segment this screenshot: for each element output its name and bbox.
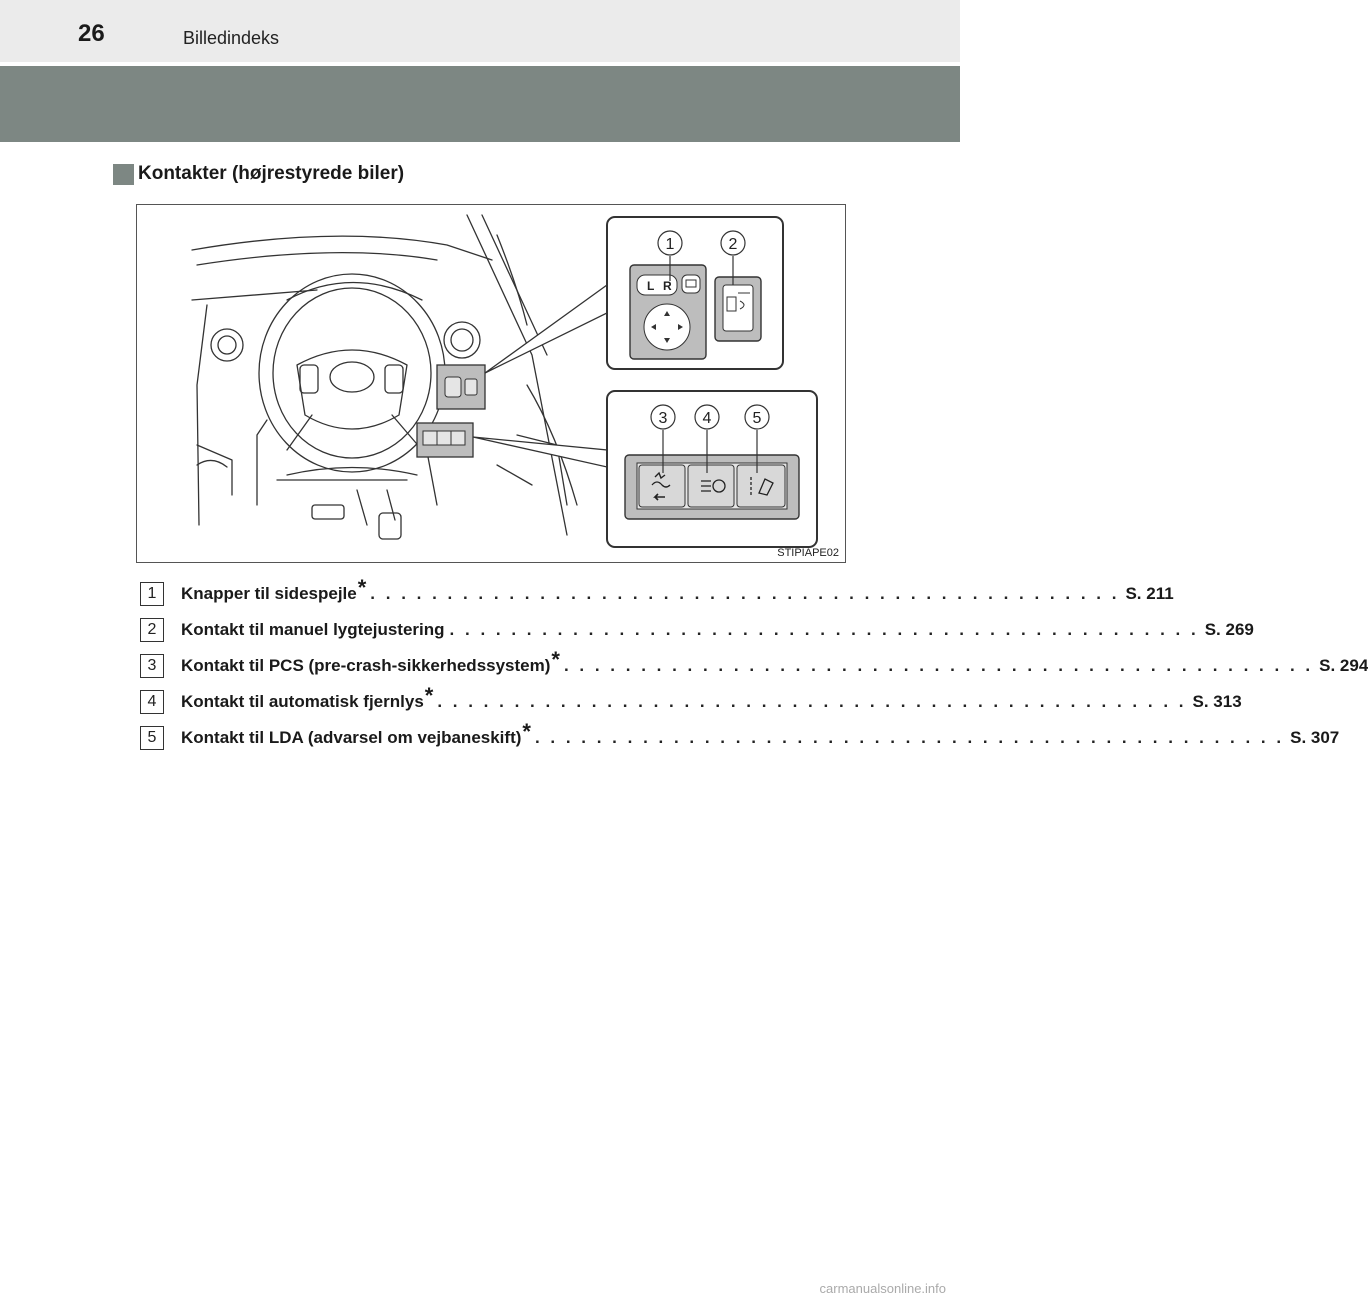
item-label: Kontakt til LDA (advarsel om vejbaneskift) — [181, 728, 522, 747]
page-reference-link[interactable]: S. 269 — [1204, 620, 1254, 639]
callout-number-3: 3 — [658, 410, 668, 427]
item-label: Knapper til sidespejle — [181, 584, 357, 603]
asterisk-mark: * — [551, 647, 560, 672]
section-heading — [113, 160, 404, 188]
mirror-switch-letter-l: L — [647, 279, 655, 293]
item-number-badge: 3 — [140, 654, 164, 678]
item-label: Kontakt til PCS (pre-crash-sikkerhedssystem) — [181, 656, 551, 675]
asterisk-mark: * — [357, 575, 367, 600]
page-reference-link[interactable]: S. 307 — [1290, 728, 1340, 747]
item-label: Kontakt til manuel lygtejustering — [181, 620, 445, 639]
section-square-icon — [113, 164, 134, 185]
callout-number-5: 5 — [752, 410, 762, 427]
callout-number-2: 2 — [728, 236, 738, 253]
page-number: 26 — [78, 20, 105, 47]
watermark: carmanualsonline.info — [819, 1281, 946, 1296]
asterisk-mark: * — [522, 719, 531, 744]
dot-leader: . . . . . . . . . . . . . . . . . . . . . . . . . . . . . . . . . . . . . . . . . . . . . . . . . — [449, 620, 1199, 639]
list-item — [140, 719, 1340, 752]
item-number-badge: 5 — [140, 726, 164, 750]
item-number-badge: 1 — [140, 582, 164, 606]
item-number-badge: 4 — [140, 690, 164, 714]
list-item — [140, 683, 1242, 716]
callout-number-1: 1 — [665, 236, 675, 253]
figure-code: STIPIAPE02 — [777, 547, 839, 559]
page-reference-link[interactable]: S. 294 — [1319, 656, 1368, 675]
dot-leader: . . . . . . . . . . . . . . . . . . . . . . . . . . . . . . . . . . . . . . . . . . . . . . . . . — [563, 656, 1314, 675]
section-title: Kontakter (højrestyrede biler) — [138, 163, 405, 184]
asterisk-mark: * — [424, 683, 434, 708]
callout-number-4: 4 — [702, 410, 712, 427]
dashboard-illustration — [136, 204, 846, 563]
dot-leader: . . . . . . . . . . . . . . . . . . . . . . . . . . . . . . . . . . . . . . . . . . . . . . . . . — [437, 692, 1187, 711]
header-band — [0, 66, 960, 142]
dashboard-drawing — [137, 205, 847, 564]
mirror-switch-letter-r: R — [663, 279, 672, 293]
list-item — [140, 647, 1368, 680]
item-label: Kontakt til automatisk fjernlys — [181, 692, 424, 711]
dot-leader: . . . . . . . . . . . . . . . . . . . . . . . . . . . . . . . . . . . . . . . . . . . . . . . . . — [370, 584, 1120, 603]
list-item — [140, 616, 1254, 644]
page-reference-link[interactable]: S. 313 — [1192, 692, 1242, 711]
page-header — [0, 0, 960, 62]
page-reference-link[interactable]: S. 211 — [1125, 584, 1174, 603]
chapter-title: Billedindeks — [183, 28, 280, 48]
item-number-badge: 2 — [140, 618, 164, 642]
list-item — [140, 575, 1174, 608]
dot-leader: . . . . . . . . . . . . . . . . . . . . . . . . . . . . . . . . . . . . . . . . . . . . . . . . . — [534, 728, 1285, 747]
